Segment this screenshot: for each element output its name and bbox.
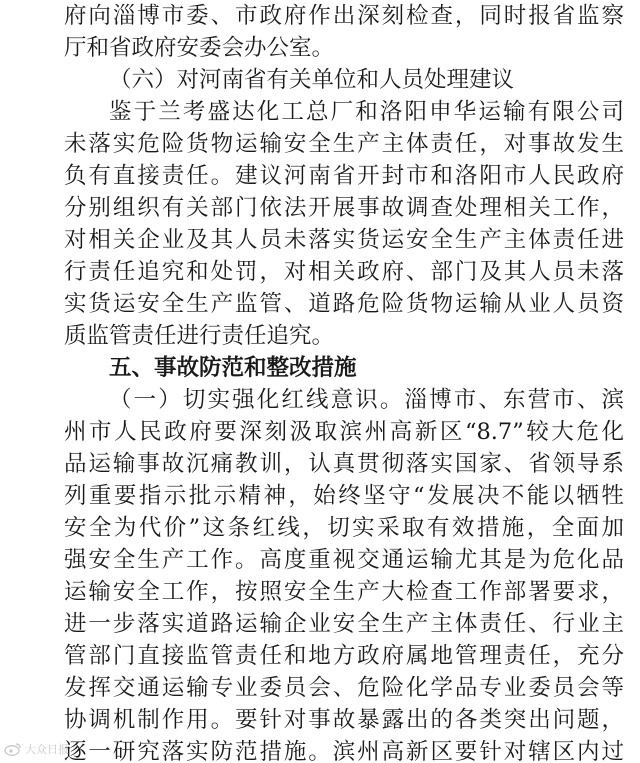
body-text-line: 行责任追究和处罚，对相关政府、部门及其人员未落 [64,259,624,285]
weibo-logo-icon [4,742,22,756]
body-text-line: 分别组织有关部门依法开展事故调查处理相关工作， [64,195,624,221]
body-text-line: 厅和省政府安委会办公室。 [64,35,335,61]
body-text-line: 未落实危险货物运输安全生产主体责任，对事故发生 [64,131,624,157]
body-text-line: 实货运安全生产监管、道路危险货物运输从业人员资 [64,291,624,317]
body-text-line: 府向淄博市委、市政府作出深刻检查，同时报省监察 [64,3,624,29]
body-text-line: 运输安全工作，按照安全生产大检查工作部署要求， [64,579,624,605]
body-text-line: （一）切实强化红线意识。淄博市、东营市、滨 [109,387,624,413]
body-text-line: 发挥交通运输专业委员会、危险化学品专业委员会等 [64,675,624,701]
section-subheading: （六）对河南省有关单位和人员处理建议 [109,67,515,93]
body-text-line: 管部门直接监管责任和地方政府属地管理责任，充分 [64,643,624,669]
watermark [4,741,69,757]
body-text-line: 逐一研究落实防范措施。滨州高新区要针对辖区内过 [64,739,624,763]
body-text-line: 安全为代价”这条红线，切实采取有效措施，全面加 [64,515,624,541]
body-text-line: 品运输事故沉痛教训，认真贯彻落实国家、省领导系 [64,451,624,477]
body-text-line: 鉴于兰考盛达化工总厂和洛阳申华运输有限公司 [109,99,624,125]
watermark-text: 大众日报 [25,743,69,756]
body-text-line: 列重要指示批示精神，始终坚守“发展决不能以牺牲 [64,483,624,509]
body-text-line: 对相关企业及其人员未落实货运安全生产主体责任进 [64,227,624,253]
body-text-line: 质监管责任进行责任追究。 [64,323,335,349]
body-text-line: 州市人民政府要深刻汲取滨州高新区“8.7”较大危化 [64,419,624,445]
body-text-line: 进一步落实道路运输企业安全生产主体责任、行业主 [64,611,624,637]
body-text-line: 协调机制作用。要针对事故暴露出的各类突出问题， [64,707,624,733]
section-heading: 五、事故防范和整改措施 [109,355,357,381]
body-text-line: 负有直接责任。建议河南省开封市和洛阳市人民政府 [64,163,624,189]
body-text-line: 强安全生产工作。高度重视交通运输尤其是为危化品 [64,547,624,573]
